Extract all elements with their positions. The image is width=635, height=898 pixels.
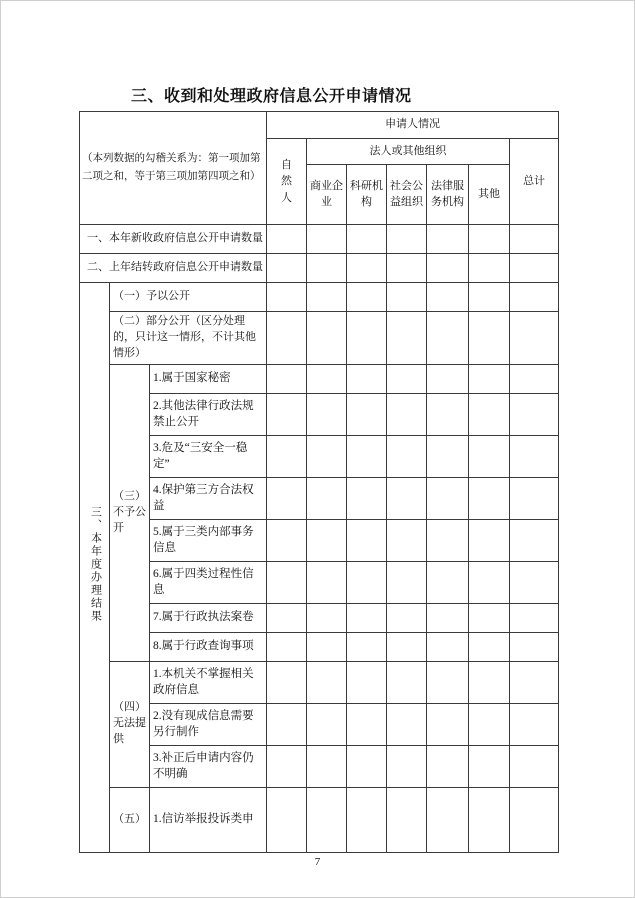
section3-vertical-text: 三、本年度办理结果 [89, 505, 102, 623]
data-cell [387, 519, 427, 561]
data-cell [387, 603, 427, 632]
header-col-commercial: 商业企业 [307, 165, 347, 225]
sub-item-label: 5.属于三类内部事务信息 [150, 519, 267, 561]
header-col-other: 其他 [469, 165, 510, 225]
data-cell [347, 519, 387, 561]
data-cell [469, 603, 510, 632]
sub-item-label: 8.属于行政查询事项 [150, 632, 267, 661]
data-cell [267, 603, 307, 632]
data-cell [307, 283, 347, 312]
data-cell [267, 787, 307, 852]
data-cell [387, 364, 427, 393]
data-cell [267, 477, 307, 519]
data-cell [510, 364, 559, 393]
data-cell [427, 435, 469, 477]
sub-item-label: 1.本机关不掌握相关政府信息 [150, 661, 267, 703]
sub-item-label: 7.属于行政执法案卷 [150, 603, 267, 632]
data-cell [387, 703, 427, 745]
data-cell [387, 435, 427, 477]
data-cell [427, 519, 469, 561]
data-cell [427, 661, 469, 703]
data-cell [347, 661, 387, 703]
data-cell [307, 787, 347, 852]
data-cell [510, 561, 559, 603]
data-cell [347, 703, 387, 745]
data-cell [510, 519, 559, 561]
sub-item-label: 2.没有现成信息需要另行制作 [150, 703, 267, 745]
sub-item-label: 1.信访举报投诉类申 [150, 787, 267, 852]
data-cell [347, 312, 387, 365]
sub-item-label: 4.保护第三方合法权益 [150, 477, 267, 519]
sub-item-label: 6.属于四类过程性信息 [150, 561, 267, 603]
data-cell [307, 519, 347, 561]
data-cell [307, 225, 347, 254]
data-cell [347, 364, 387, 393]
application-stats-table [79, 111, 559, 853]
data-cell [510, 632, 559, 661]
cat5-label: （五） [110, 787, 150, 852]
data-cell [427, 254, 469, 283]
data-cell [469, 312, 510, 365]
section3-label [80, 283, 110, 853]
data-cell [387, 393, 427, 435]
data-cell [347, 632, 387, 661]
data-cell [267, 312, 307, 365]
data-cell [347, 745, 387, 787]
data-cell [387, 254, 427, 283]
cat4-label: （四）无法提供 [110, 661, 150, 787]
data-cell [307, 435, 347, 477]
data-cell [469, 225, 510, 254]
data-cell [347, 787, 387, 852]
data-cell [267, 254, 307, 283]
data-cell [267, 661, 307, 703]
data-cell [267, 364, 307, 393]
data-cell [347, 603, 387, 632]
data-cell [469, 393, 510, 435]
data-cell [510, 661, 559, 703]
data-cell [510, 312, 559, 365]
data-cell [267, 435, 307, 477]
data-cell [510, 225, 559, 254]
sub-item-label: 3.危及“三安全一稳定” [150, 435, 267, 477]
header-legal-org: 法人或其他组织 [307, 139, 510, 165]
data-cell [307, 703, 347, 745]
data-cell [307, 312, 347, 365]
section-title: 三、收到和处理政府信息公开申请情况 [131, 88, 412, 105]
header-applicant-info: 申请人情况 [267, 112, 559, 139]
data-cell [427, 477, 469, 519]
data-cell [267, 225, 307, 254]
data-cell [347, 225, 387, 254]
data-cell [347, 254, 387, 283]
data-cell [427, 225, 469, 254]
data-cell [510, 745, 559, 787]
data-cell [510, 703, 559, 745]
data-cell [427, 283, 469, 312]
cat2-label: （二）部分公开（区分处理的，只计这一情形，不计其他情形） [110, 312, 267, 365]
data-cell [469, 661, 510, 703]
data-cell [267, 561, 307, 603]
data-cell [510, 283, 559, 312]
data-cell [469, 745, 510, 787]
data-cell [387, 477, 427, 519]
natural-person-label: 自然人 [281, 158, 293, 204]
header-total: 总计 [510, 139, 559, 225]
page-number: 7 [314, 856, 321, 868]
data-cell [427, 603, 469, 632]
data-cell [510, 787, 559, 852]
data-cell [510, 254, 559, 283]
data-cell [469, 283, 510, 312]
data-cell [427, 393, 469, 435]
data-cell [307, 477, 347, 519]
data-cell [307, 603, 347, 632]
data-cell [267, 283, 307, 312]
data-cell [469, 435, 510, 477]
data-cell [307, 393, 347, 435]
data-cell [307, 661, 347, 703]
data-cell [427, 561, 469, 603]
data-cell [427, 787, 469, 852]
data-cell [387, 787, 427, 852]
data-cell [267, 393, 307, 435]
sub-item-label: 3.补正后申请内容仍不明确 [150, 745, 267, 787]
data-cell [267, 519, 307, 561]
data-cell [427, 312, 469, 365]
sub-item-label: 2.其他法律行政法规禁止公开 [150, 393, 267, 435]
data-cell [387, 225, 427, 254]
data-cell [427, 703, 469, 745]
data-cell [307, 561, 347, 603]
data-cell [469, 632, 510, 661]
data-cell [387, 632, 427, 661]
header-col-research: 科研机构 [347, 165, 387, 225]
data-cell [347, 393, 387, 435]
data-cell [307, 632, 347, 661]
data-cell [347, 477, 387, 519]
cat1-label: （一）予以公开 [110, 283, 267, 312]
row-new-received-label: 一、本年新收政府信息公开申请数量 [80, 225, 267, 254]
data-cell [267, 703, 307, 745]
header-natural-person [267, 139, 307, 225]
data-cell [510, 393, 559, 435]
data-cell [469, 787, 510, 852]
data-cell [427, 745, 469, 787]
data-cell [469, 364, 510, 393]
data-cell [267, 745, 307, 787]
data-cell [387, 661, 427, 703]
data-cell [469, 254, 510, 283]
data-cell [469, 477, 510, 519]
data-cell [387, 283, 427, 312]
data-cell [347, 435, 387, 477]
data-cell [307, 745, 347, 787]
table-note: （本列数据的勾稽关系为：第一项加第二项之和，等于第三项加第四项之和） [80, 112, 267, 225]
data-cell [387, 561, 427, 603]
row-carried-over-label: 二、上年结转政府信息公开申请数量 [80, 254, 267, 283]
data-cell [387, 745, 427, 787]
cat3-label: （三）不予公开 [110, 364, 150, 661]
data-cell [427, 632, 469, 661]
data-cell [510, 477, 559, 519]
data-cell [347, 283, 387, 312]
data-cell [510, 603, 559, 632]
sub-item-label: 1.属于国家秘密 [150, 364, 267, 393]
header-col-legal-service: 法律服务机构 [427, 165, 469, 225]
data-cell [307, 254, 347, 283]
data-cell [307, 364, 347, 393]
data-cell [469, 703, 510, 745]
data-cell [267, 632, 307, 661]
data-cell [469, 519, 510, 561]
data-cell [469, 561, 510, 603]
data-cell [347, 561, 387, 603]
data-cell [510, 435, 559, 477]
data-cell [427, 364, 469, 393]
header-col-public-welfare: 社会公益组织 [387, 165, 427, 225]
data-cell [387, 312, 427, 365]
